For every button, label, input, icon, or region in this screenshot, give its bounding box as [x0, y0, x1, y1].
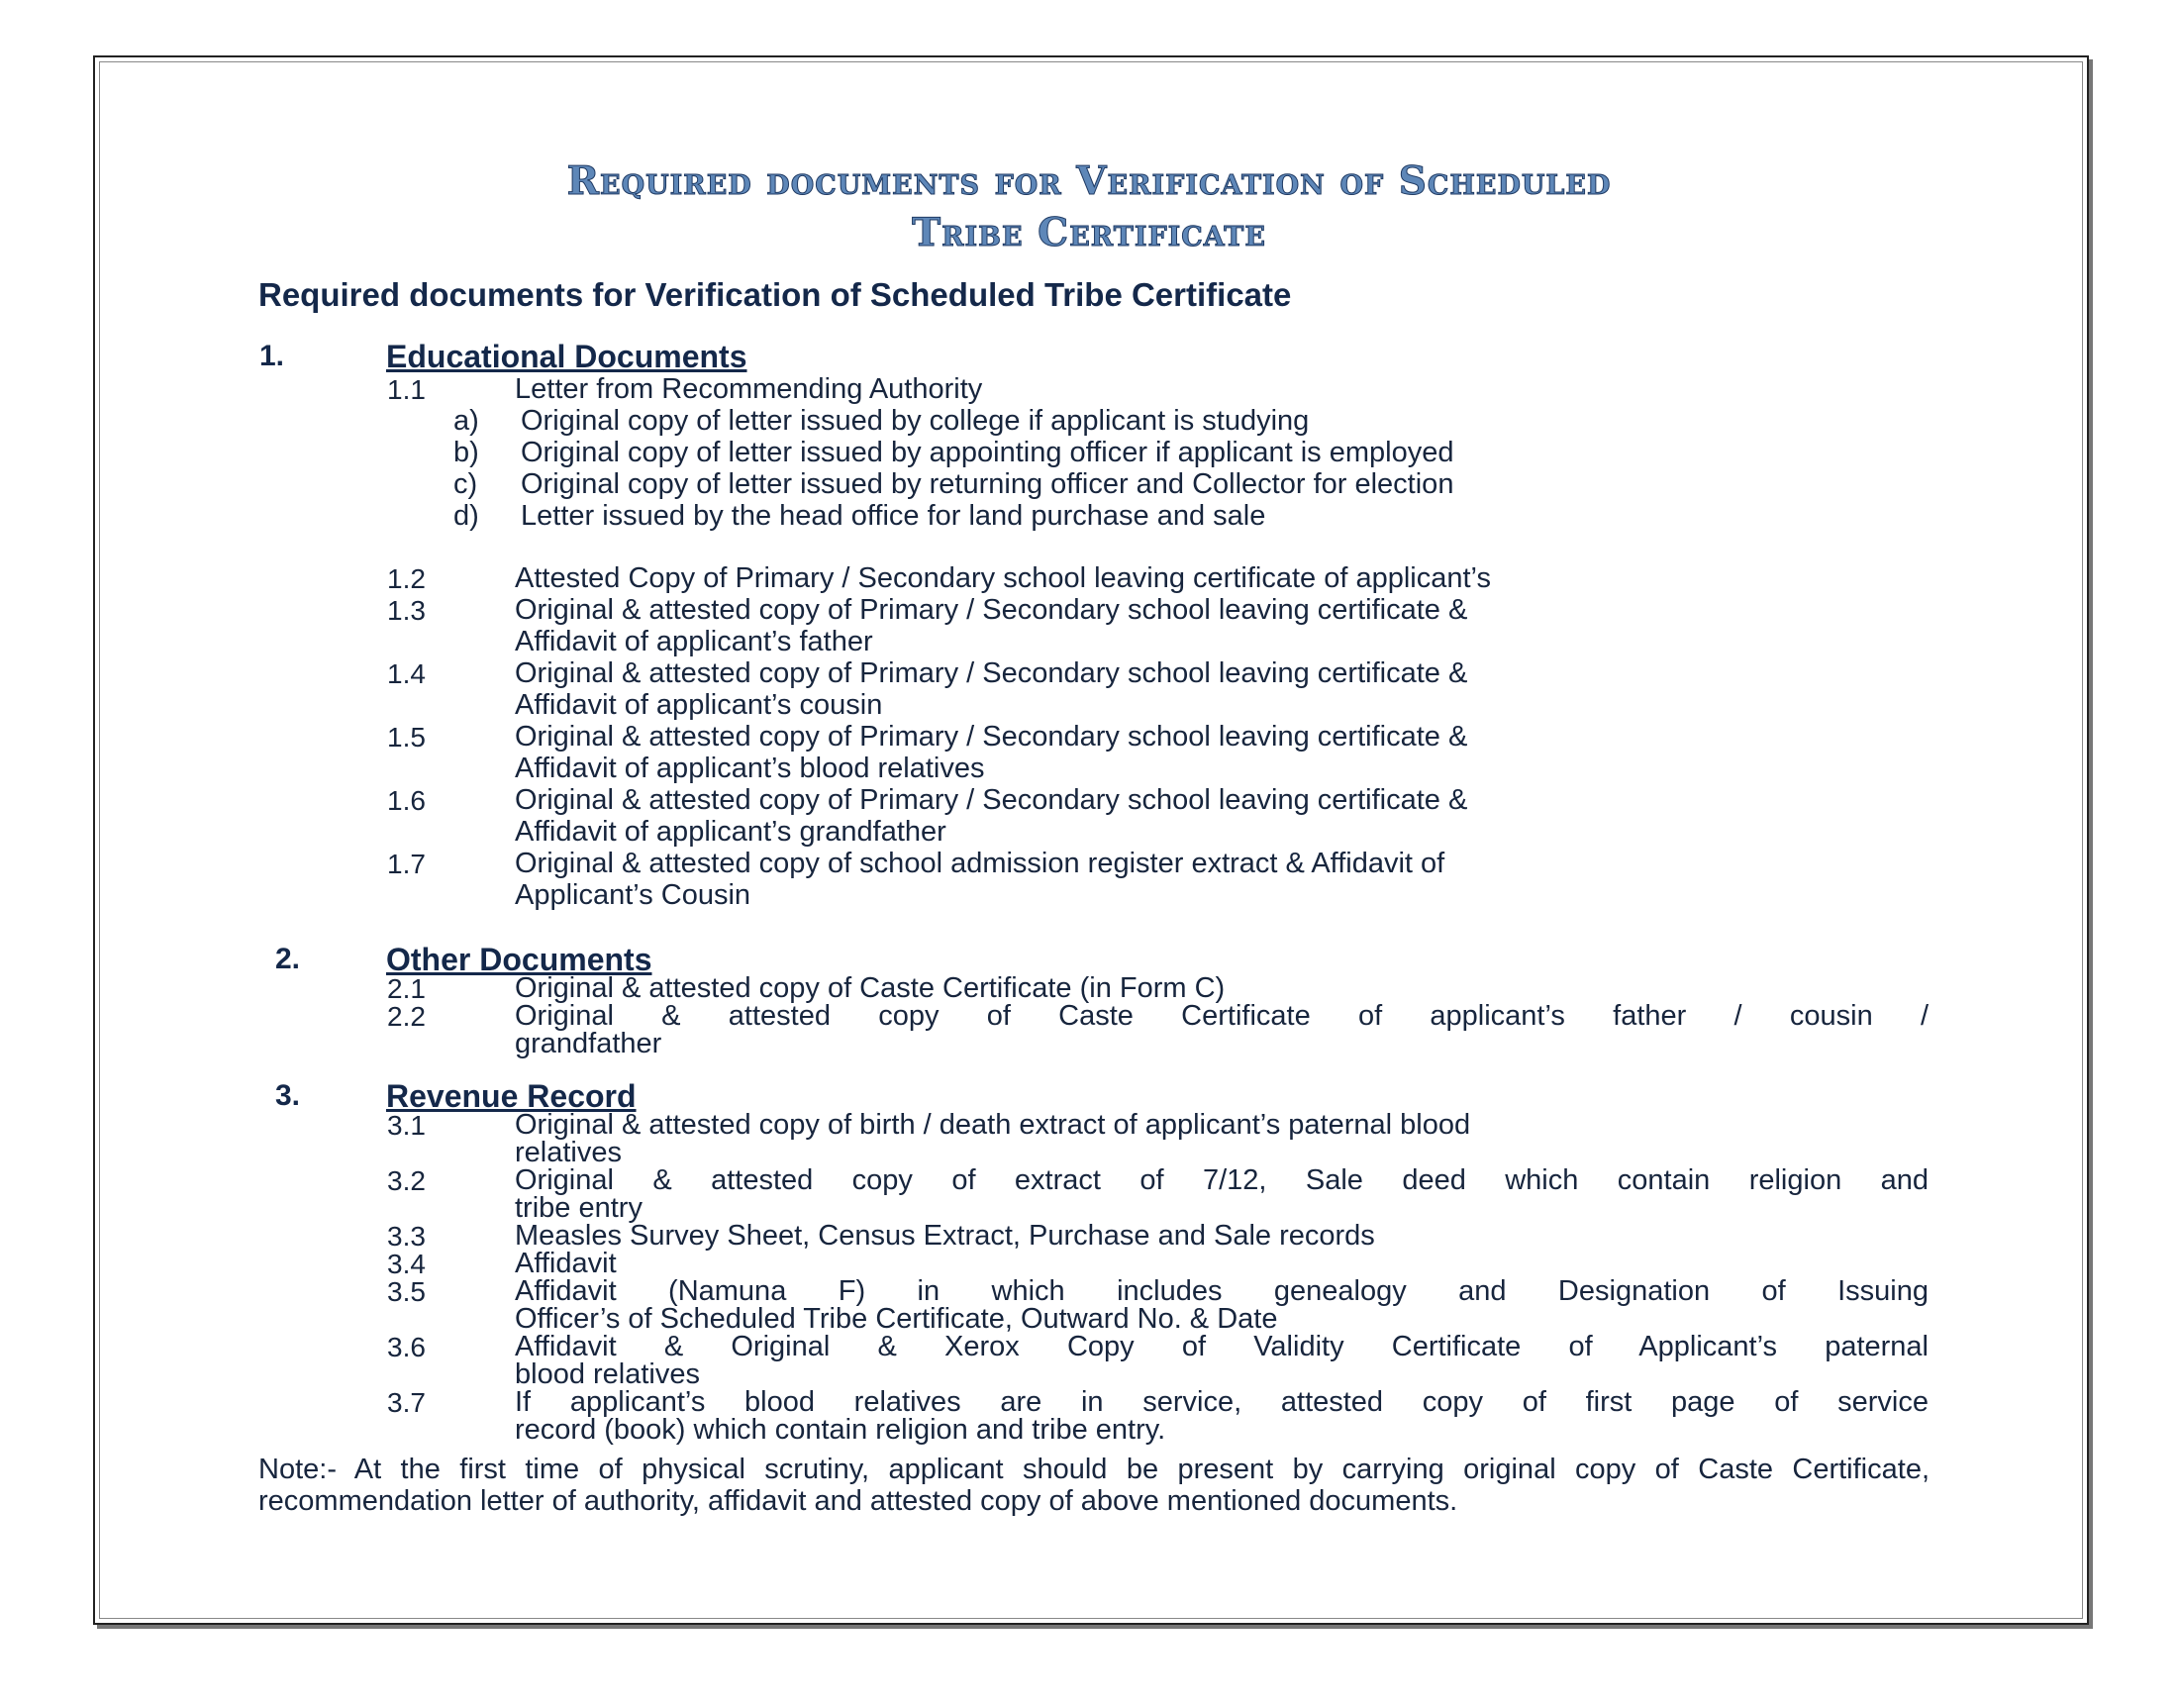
subitem-b-label: b): [453, 437, 479, 468]
document-heading-line-2: Tribe Certificate: [912, 210, 1266, 255]
item-3-1-number: 3.1: [387, 1110, 426, 1141]
item-1-3-line-2: Affidavit of applicant’s father: [515, 626, 873, 657]
item-2-2-line-1: Original & attested copy of Caste Certificate of applicant’s father / cousin /: [515, 1000, 1929, 1032]
subitem-c-label: c): [453, 468, 478, 500]
item-1-5-line-1: Original & attested copy of Primary / Secondary school leaving certificate &: [515, 721, 1468, 753]
footer-note: Note:- At the first time of physical scrutiny, applicant should be present by carrying original copy of Caste Certificate, recommendation letter of authority, affidavit and attested copy of above mentioned documents.: [258, 1454, 1930, 1517]
item-3-6-line-1: Affidavit & Original & Xerox Copy of Validity Certificate of Applicant’s paternal: [515, 1331, 1929, 1362]
item-1-3-number: 1.3: [387, 595, 426, 626]
item-3-7-line-2: record (book) which contain religion and tribe entry.: [515, 1414, 1166, 1446]
item-3-4-text: Affidavit: [515, 1248, 617, 1279]
item-2-1-number: 2.1: [387, 973, 426, 1004]
document-heading-line-1: Required documents for Verification of Scheduled: [566, 158, 1612, 204]
item-3-5-line-1: Affidavit (Namuna F) in which includes genealogy and Designation of Issuing: [515, 1275, 1929, 1307]
item-1-7-line-1: Original & attested copy of school admission register extract & Affidavit of: [515, 848, 1445, 879]
item-3-5-line-2: Officer’s of Scheduled Tribe Certificate, Outward No. & Date: [515, 1303, 1278, 1335]
item-1-5-number: 1.5: [387, 722, 426, 753]
subitem-b-text: Original copy of letter issued by appointing officer if applicant is employed: [521, 437, 1454, 468]
section-1-title: Educational Documents: [386, 339, 747, 374]
item-3-2-line-1: Original & attested copy of extract of 7/12, Sale deed which contain religion and: [515, 1164, 1929, 1196]
section-3-title: Revenue Record: [386, 1078, 637, 1114]
item-1-1-text: Letter from Recommending Authority: [515, 373, 983, 405]
item-1-6-line-1: Original & attested copy of Primary / Secondary school leaving certificate &: [515, 784, 1468, 816]
item-1-4-line-1: Original & attested copy of Primary / Secondary school leaving certificate &: [515, 657, 1468, 689]
item-3-1-line-1: Original & attested copy of birth / death extract of applicant’s paternal blood: [515, 1109, 1471, 1141]
item-1-2-number: 1.2: [387, 563, 426, 594]
item-2-2-line-2: grandfather: [515, 1028, 662, 1059]
section-2-number: 2.: [275, 943, 301, 975]
item-1-4-number: 1.4: [387, 658, 426, 689]
item-1-7-line-2: Applicant’s Cousin: [515, 879, 751, 911]
subitem-c-text: Original copy of letter issued by returning officer and Collector for election: [521, 468, 1454, 500]
item-1-7-number: 1.7: [387, 849, 426, 879]
item-1-6-number: 1.6: [387, 785, 426, 816]
item-1-6-line-2: Affidavit of applicant’s grandfather: [515, 816, 946, 848]
item-3-1-line-2: relatives: [515, 1137, 622, 1168]
document-subtitle: Required documents for Verification of Scheduled Tribe Certificate: [258, 276, 1292, 313]
item-3-5-number: 3.5: [387, 1276, 426, 1307]
item-3-3-number: 3.3: [387, 1221, 426, 1252]
subitem-d-text: Letter issued by the head office for land purchase and sale: [521, 500, 1266, 532]
subitem-d-label: d): [453, 500, 479, 532]
item-1-5-line-2: Affidavit of applicant’s blood relatives: [515, 753, 985, 784]
section-2-title: Other Documents: [386, 942, 652, 977]
subitem-a-text: Original copy of letter issued by college if applicant is studying: [521, 405, 1310, 437]
section-3-number: 3.: [275, 1079, 301, 1112]
item-1-4-line-2: Affidavit of applicant’s cousin: [515, 689, 883, 721]
item-3-2-line-2: tribe entry: [515, 1192, 643, 1224]
item-2-2-number: 2.2: [387, 1001, 426, 1032]
item-3-3-text: Measles Survey Sheet, Census Extract, Purchase and Sale records: [515, 1220, 1375, 1252]
item-3-6-number: 3.6: [387, 1332, 426, 1362]
item-3-4-number: 3.4: [387, 1249, 426, 1279]
item-3-2-number: 3.2: [387, 1165, 426, 1196]
item-1-2-text: Attested Copy of Primary / Secondary school leaving certificate of applicant’s: [515, 562, 1491, 594]
subitem-a-label: a): [453, 405, 479, 437]
item-1-3-line-1: Original & attested copy of Primary / Secondary school leaving certificate &: [515, 594, 1468, 626]
section-1-number: 1.: [259, 340, 285, 372]
item-3-6-line-2: blood relatives: [515, 1358, 700, 1390]
item-3-7-number: 3.7: [387, 1387, 426, 1418]
item-1-1-number: 1.1: [387, 374, 426, 405]
item-3-7-line-1: If applicant’s blood relatives are in service, attested copy of first page of service: [515, 1386, 1929, 1418]
item-2-1-text: Original & attested copy of Caste Certificate (in Form C): [515, 972, 1226, 1004]
